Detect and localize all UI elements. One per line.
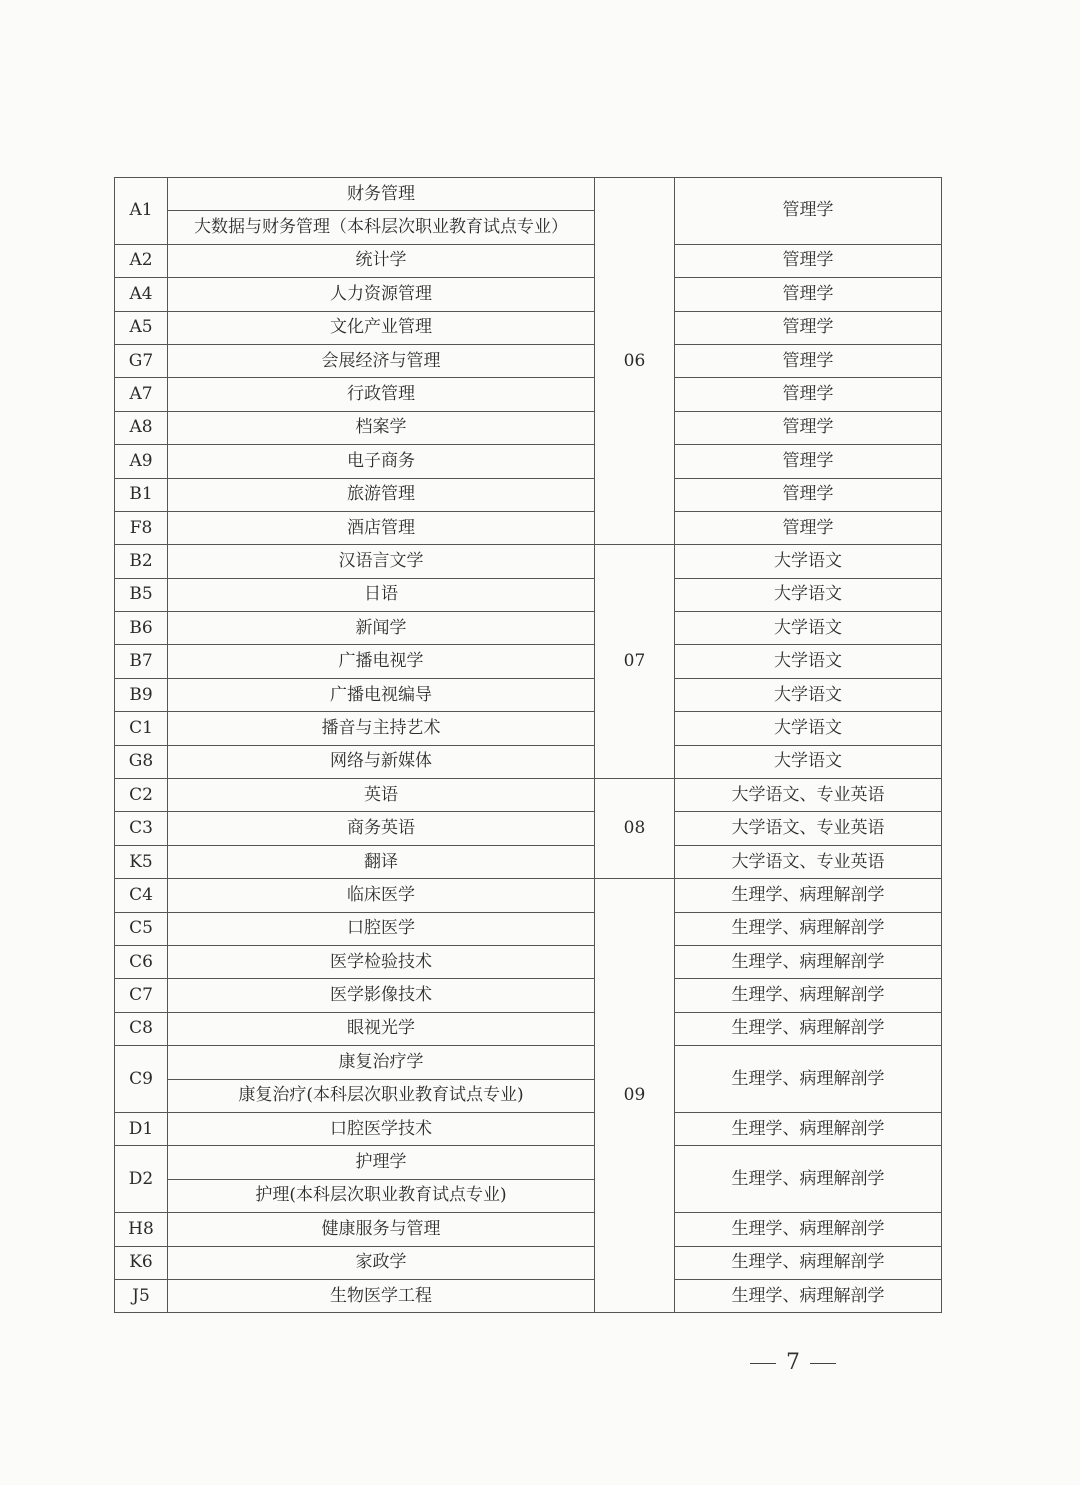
major-code: C6	[115, 945, 168, 978]
major-code: G8	[115, 745, 168, 778]
major-code: D1	[115, 1112, 168, 1145]
major-code: A2	[115, 244, 168, 277]
table-row	[115, 912, 942, 945]
table-row	[115, 344, 942, 377]
major-name: 档案学	[168, 411, 595, 444]
exam-subject: 大学语文	[675, 545, 942, 578]
major-name: 电子商务	[168, 445, 595, 478]
exam-subject: 大学语文、专业英语	[675, 779, 942, 812]
major-code: A7	[115, 378, 168, 411]
major-code: A8	[115, 411, 168, 444]
group-code: 09	[595, 879, 675, 1313]
major-name: 酒店管理	[168, 511, 595, 544]
major-name: 医学检验技术	[168, 945, 595, 978]
exam-subject: 生理学、病理解剖学	[675, 912, 942, 945]
table-row	[115, 712, 942, 745]
major-name: 文化产业管理	[168, 311, 595, 344]
major-name: 商务英语	[168, 812, 595, 845]
major-name: 口腔医学	[168, 912, 595, 945]
table-row	[115, 1112, 942, 1145]
table-row	[115, 178, 942, 211]
exam-subject: 管理学	[675, 478, 942, 511]
group-code: 08	[595, 779, 675, 879]
table-row	[115, 678, 942, 711]
table-row	[115, 612, 942, 645]
major-code: C8	[115, 1012, 168, 1045]
major-name: 广播电视学	[168, 645, 595, 678]
exam-subject: 生理学、病理解剖学	[675, 945, 942, 978]
dash-right	[810, 1363, 836, 1364]
table-row	[115, 779, 942, 812]
table-row	[115, 378, 942, 411]
exam-subject: 管理学	[675, 278, 942, 311]
major-name: 财务管理	[168, 178, 595, 211]
major-name: 旅游管理	[168, 478, 595, 511]
major-name: 临床医学	[168, 879, 595, 912]
table-row	[115, 311, 942, 344]
major-name: 会展经济与管理	[168, 344, 595, 377]
major-code: K6	[115, 1246, 168, 1279]
exam-subject: 生理学、病理解剖学	[675, 1213, 942, 1246]
table-row	[115, 645, 942, 678]
majors-table-body	[115, 178, 942, 1313]
major-code: B1	[115, 478, 168, 511]
exam-subject: 大学语文、专业英语	[675, 845, 942, 878]
major-name: 播音与主持艺术	[168, 712, 595, 745]
exam-subject: 管理学	[675, 344, 942, 377]
major-code: C2	[115, 779, 168, 812]
page-number	[0, 1350, 1080, 1375]
page-number-text: 7	[786, 1350, 800, 1375]
exam-subject: 生理学、病理解剖学	[675, 979, 942, 1012]
table-row	[115, 1046, 942, 1079]
major-code: C9	[115, 1046, 168, 1113]
major-name: 网络与新媒体	[168, 745, 595, 778]
major-name: 新闻学	[168, 612, 595, 645]
major-code: B2	[115, 545, 168, 578]
major-name: 行政管理	[168, 378, 595, 411]
major-code: B9	[115, 678, 168, 711]
major-code: C7	[115, 979, 168, 1012]
major-name: 眼视光学	[168, 1012, 595, 1045]
exam-subject: 大学语文	[675, 578, 942, 611]
table-row	[115, 478, 942, 511]
major-code: B7	[115, 645, 168, 678]
major-name: 汉语言文学	[168, 545, 595, 578]
exam-subject: 生理学、病理解剖学	[675, 1012, 942, 1045]
exam-subject: 管理学	[675, 378, 942, 411]
table-row	[115, 945, 942, 978]
exam-subject: 生理学、病理解剖学	[675, 1146, 942, 1213]
exam-subject: 大学语文	[675, 745, 942, 778]
major-name: 康复治疗学	[168, 1046, 595, 1079]
exam-subject: 生理学、病理解剖学	[675, 1246, 942, 1279]
major-name: 家政学	[168, 1246, 595, 1279]
table-row	[115, 979, 942, 1012]
table-row	[115, 278, 942, 311]
table-row	[115, 511, 942, 544]
table-row	[115, 879, 942, 912]
table-row	[115, 545, 942, 578]
major-code: A9	[115, 445, 168, 478]
table-row	[115, 1279, 942, 1312]
table-row	[115, 745, 942, 778]
group-code: 06	[595, 178, 675, 545]
group-code: 07	[595, 545, 675, 779]
exam-subject: 大学语文	[675, 645, 942, 678]
exam-subject: 大学语文	[675, 612, 942, 645]
major-code: A1	[115, 178, 168, 245]
major-name: 医学影像技术	[168, 979, 595, 1012]
major-code: A4	[115, 278, 168, 311]
major-code: A5	[115, 311, 168, 344]
major-name: 翻译	[168, 845, 595, 878]
major-code: C4	[115, 879, 168, 912]
table-row	[115, 812, 942, 845]
majors-table	[114, 177, 942, 1313]
major-name: 口腔医学技术	[168, 1112, 595, 1145]
exam-subject: 管理学	[675, 445, 942, 478]
exam-subject: 管理学	[675, 311, 942, 344]
exam-subject: 管理学	[675, 511, 942, 544]
major-name: 护理学	[168, 1146, 595, 1179]
table-row	[115, 411, 942, 444]
major-name: 护理(本科层次职业教育试点专业)	[168, 1179, 595, 1212]
table-row	[115, 1213, 942, 1246]
major-code: J5	[115, 1279, 168, 1312]
exam-subject: 管理学	[675, 411, 942, 444]
dash-left	[750, 1363, 776, 1364]
major-code: K5	[115, 845, 168, 878]
major-code: C3	[115, 812, 168, 845]
major-name: 生物医学工程	[168, 1279, 595, 1312]
major-code: G7	[115, 344, 168, 377]
major-code: B5	[115, 578, 168, 611]
exam-subject: 管理学	[675, 244, 942, 277]
exam-subject: 生理学、病理解剖学	[675, 1279, 942, 1312]
exam-subject: 生理学、病理解剖学	[675, 1046, 942, 1113]
table-row	[115, 1146, 942, 1179]
major-name: 人力资源管理	[168, 278, 595, 311]
major-name: 康复治疗(本科层次职业教育试点专业)	[168, 1079, 595, 1112]
table-row	[115, 244, 942, 277]
exam-subject: 管理学	[675, 178, 942, 245]
major-code: B6	[115, 612, 168, 645]
major-name: 大数据与财务管理（本科层次职业教育试点专业）	[168, 211, 595, 244]
exam-subject: 大学语文	[675, 712, 942, 745]
major-name: 英语	[168, 779, 595, 812]
exam-subject: 生理学、病理解剖学	[675, 879, 942, 912]
major-name: 健康服务与管理	[168, 1213, 595, 1246]
major-code: C1	[115, 712, 168, 745]
major-code: F8	[115, 511, 168, 544]
exam-subject: 生理学、病理解剖学	[675, 1112, 942, 1145]
major-code: H8	[115, 1213, 168, 1246]
exam-subject: 大学语文、专业英语	[675, 812, 942, 845]
major-code: C5	[115, 912, 168, 945]
major-name: 日语	[168, 578, 595, 611]
major-name: 统计学	[168, 244, 595, 277]
table-row	[115, 1246, 942, 1279]
table-row	[115, 1012, 942, 1045]
table-row	[115, 578, 942, 611]
exam-subject: 大学语文	[675, 678, 942, 711]
major-code: D2	[115, 1146, 168, 1213]
major-name: 广播电视编导	[168, 678, 595, 711]
table-row	[115, 845, 942, 878]
table-row	[115, 445, 942, 478]
